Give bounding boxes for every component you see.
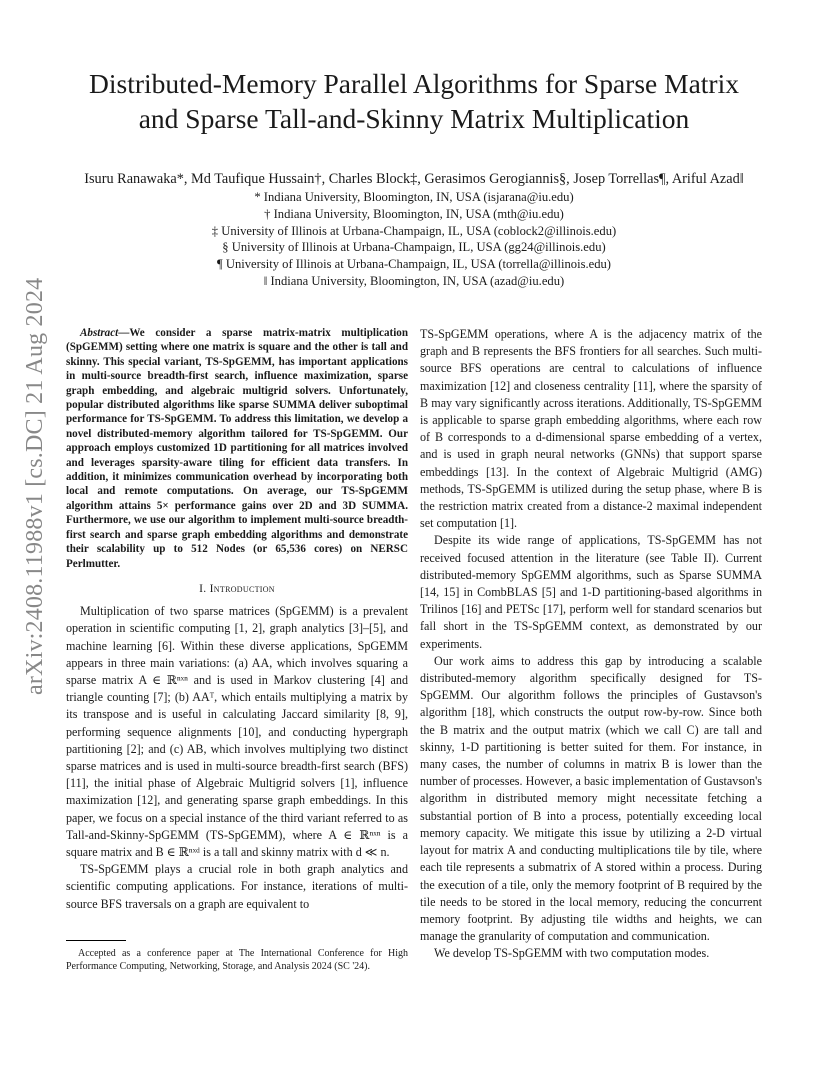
arxiv-identifier: arXiv:2408.11988v1 [cs.DC] 21 Aug 2024	[22, 277, 48, 695]
abstract-lead: Abstract	[80, 327, 119, 339]
affiliations	[40, 189, 788, 290]
footnote-rule	[66, 940, 126, 941]
affiliation-6: ‖ Indiana University, Bloomington, IN, USA (azad@iu.edu)	[263, 273, 565, 288]
footnote: Accepted as a conference paper at The International Conference for High Performance Computing, Networking, Storage, and Analysis 2024 (SC '24).	[66, 948, 408, 972]
affiliation-3: ‡ University of Illinois at Urbana-Champaign, IL, USA (coblock2@illinois.edu)	[211, 223, 617, 238]
section-heading-introduction: I. Introduction	[199, 581, 275, 595]
paper-title	[60, 66, 768, 136]
right-column	[420, 326, 762, 963]
affiliation-5: ¶ University of Illinois at Urbana-Champaign, IL, USA (torrella@illinois.edu)	[217, 257, 611, 272]
right-paragraph-2: Despite its wide range of applications, TS-SpGEMM has not received focused attention in the literature (see Table II). Current distributed-memory SpGEMM algorithms, such as Sparse SUMMA [14, 15] in CombBLAS [5] and 1-D partitioning-based algorithms in Trilinos [16] and PETSc [17], perform well for standard scenarios but fall short in the TS-SpGEMM context, as demonstrated by our experiments.	[420, 533, 762, 651]
right-paragraph-3: Our work aims to address this gap by introducing a scalable distributed-memory algorithm specifically designed for TS-SpGEMM. Our algorithm follows the principles of Gustavson's algorithm [18], which constructs the output row-by-row. Since both the B matrix and the output matrix (which we call C) are tall and skinny, 1-D partitioning is better suited for them. For instance, in many cases, the number of columns in matrix B is lower than the number of processes. However, a basic implementation of Gustavson's algorithm in distributed memory might necessitate fetching a substantial portion of B into a process, potentially exceeding local memory capacity. We mitigate this issue by utilizing a 2-D virtual layout for matrix A and conducting multiplications tile by tile, where each tile represents a submatrix of A stored within a process. During the execution of a tile, only the memory footprint of B required by the tile needs to be stored in the local memory, reducing the concurrent memory footprint. By adjusting tile widths and heights, we can manage the granularity of computation and communication.	[420, 653, 762, 944]
author-list: Isuru Ranawaka*, Md Taufique Hussain†, Charles Block‡, Gerasimos Gerogiannis§, Josep Torrellas¶, Ariful Azad‖	[84, 171, 744, 187]
right-paragraph-4: We develop TS-SpGEMM with two computation modes.	[434, 946, 710, 961]
abstract-text: —We consider a sparse matrix-matrix multiplication (SpGEMM) setting where one matrix is square and the other is tall and skinny. This special variant, TS-SpGEMM, has important applications in multi-source breadth-first search, influence maximization, sparse graph embedding, and algebraic multigrid solvers. Unfortunately, popular distributed algorithms like sparse SUMMA deliver suboptimal performance for TS-SpGEMM. To address this limitation, we develop a novel distributed-memory algorithm tailored for TS-SpGEMM. Our approach employs customized 1D partitioning for all matrices involved and leverages sparsity-aware tiling for efficient data transfers. In addition, it minimizes communication overhead by incorporating both local and remote computations. On average, our TS-SpGEMM algorithm attains 5× performance gains over 2D and 3D SUMMA. Furthermore, we use our algorithm to implement multi-source breadth-first search and sparse graph embedding algorithms and demonstrate their scalability up to 512 Nodes (or 65,536 cores) on NERSC Perlmutter.	[66, 327, 408, 570]
affiliation-4: § University of Illinois at Urbana-Champaign, IL, USA (gg24@illinois.edu)	[222, 240, 606, 255]
intro-paragraph-1: Multiplication of two sparse matrices (SpGEMM) is a prevalent operation in scientific computing [1, 2], graph analytics [3]–[5], and machine learning [6]. Within these diverse applications, SpGEMM appears in three main variations: (a) AA, which involves squaring a sparse matrix A ∈ ℝⁿˣⁿ and is used in Markov clustering [4] and triangle counting [7]; (b) AAᵀ, which entails multiplying a matrix by its transpose and is useful in calculating Jaccard similarity [8, 9], performing sequence alignments [10], and conducting hypergraph partitioning [2]; and (c) AB, which involves multiplying two distinct sparse matrices and is used in multi-source breadth-first search (BFS) [11], the initial phase of Algebraic Multigrid solvers [1], influence maximization [12], and generating sparse graph embeddings. In this paper, we focus on a special instance of the third variant referred to as Tall-and-Skinny-SpGEMM (TS-SpGEMM), where A ∈ ℝⁿˣⁿ is a square matrix and B ∈ ℝⁿˣᵈ is a tall and skinny matrix with d ≪ n.	[66, 604, 408, 859]
left-column	[66, 326, 408, 913]
title-line-1: Distributed-Memory Parallel Algorithms for Sparse Matrix	[89, 68, 739, 99]
title-line-2: and Sparse Tall-and-Skinny Matrix Multiplication	[138, 103, 690, 134]
intro-paragraph-2: TS-SpGEMM plays a crucial role in both graph analytics and scientific computing applications. For instance, iterations of multi-source BFS traversals on a graph are equivalent to	[66, 862, 408, 911]
abstract	[66, 326, 408, 571]
affiliation-2: † Indiana University, Bloomington, IN, USA (mth@iu.edu)	[264, 206, 564, 221]
right-paragraph-1: TS-SpGEMM operations, where A is the adjacency matrix of the graph and B represents the BFS frontiers for all searches. Such multi-source BFS operations are central to calculations of influence maximization [12] and closeness centrality [11], where the sparsity of B may vary significantly across iterations. Additionally, TS-SpGEMM is applicable to sparse graph embedding algorithms, where each row of B corresponds to a d-dimensional sparse embedding of a vertex, and is used in graph neural networks (GNNs) that support sparse embeddings [13]. In the context of Algebraic Multigrid (AMG) methods, TS-SpGEMM is utilized during the setup phase, where B is the restriction matrix created from a distance-2 maximal independent set computation [1].	[420, 327, 762, 531]
affiliation-1: * Indiana University, Bloomington, IN, USA (isjarana@iu.edu)	[254, 190, 574, 204]
